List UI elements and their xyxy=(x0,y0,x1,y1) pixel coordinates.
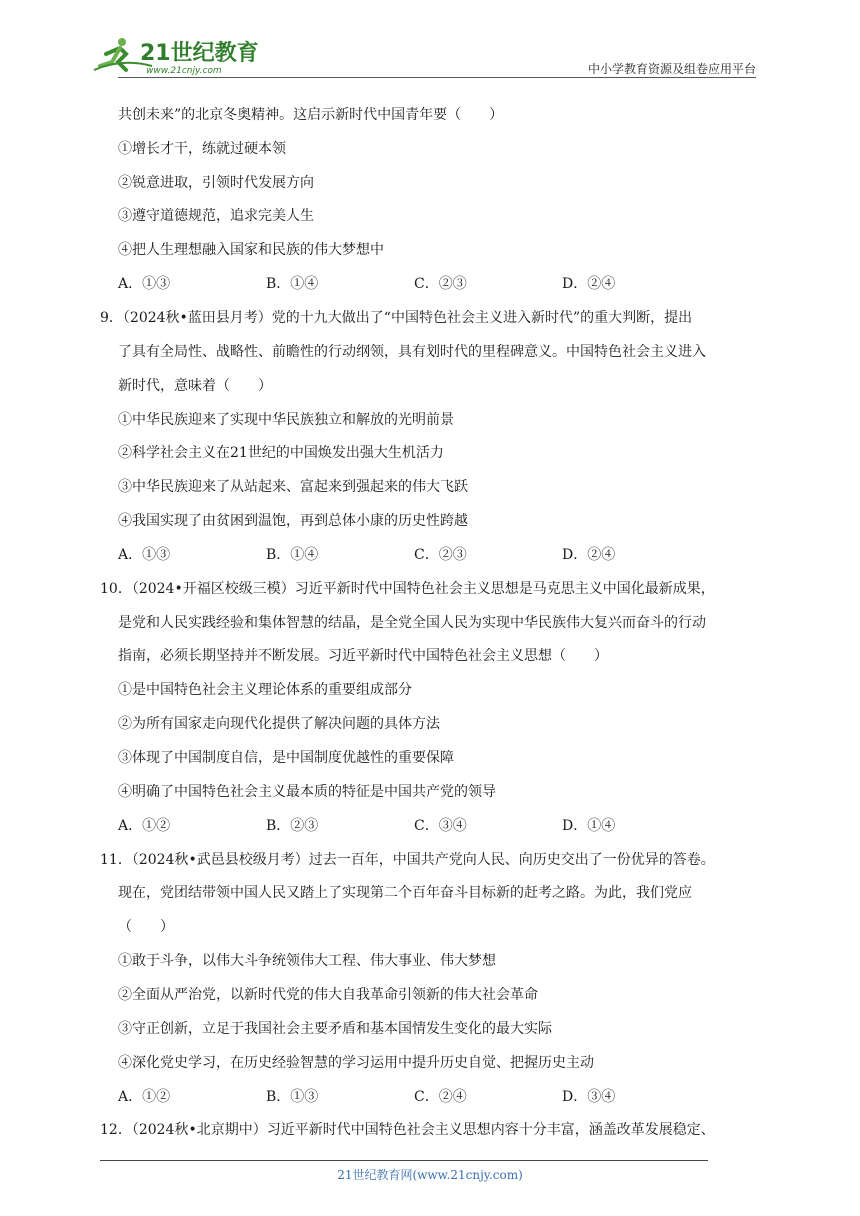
question-stem-line: （ ） xyxy=(118,919,174,935)
option-line: ②锐意进取，引领时代发展方向 xyxy=(118,175,314,191)
answer-choice-c: C．②③ xyxy=(414,547,467,563)
answer-choice-a: A．①③ xyxy=(118,276,171,292)
answer-choice-d: D．②④ xyxy=(562,276,616,292)
answer-choice-b: B．②③ xyxy=(266,818,319,834)
question-stem-line: 新时代，意味着（ ） xyxy=(118,378,272,394)
question-stem-line: 现在，党团结带领中国人民又踏上了实现第二个百年奋斗目标新的赶考之路。为此，我们党应 xyxy=(118,885,692,901)
option-line: ①是中国特色社会主义理论体系的重要组成部分 xyxy=(118,682,412,698)
footer-divider xyxy=(100,1160,708,1161)
answer-choice-a: A．①② xyxy=(118,818,171,834)
question-stem-line: 11．（2024秋•武邑县校级月考）过去一百年，中国共产党向人民、向历史交出了一份优异的答卷。 xyxy=(100,852,715,868)
option-line: ②科学社会主义在21世纪的中国焕发出强大生机活力 xyxy=(118,445,444,461)
answer-choice-b: B．①④ xyxy=(266,547,319,563)
page-footer[interactable]: 21世纪教育网(www.21cnjy.com) xyxy=(337,1168,523,1182)
option-line: ②全面从严治党，以新时代党的伟大自我革命引领新的伟大社会革命 xyxy=(118,987,538,1003)
option-line: ②为所有国家走向现代化提供了解决问题的具体方法 xyxy=(118,716,440,732)
option-line: ④深化党史学习，在历史经验智慧的学习运用中提升历史自觉、把握历史主动 xyxy=(118,1055,594,1071)
answer-choice-d: D．①④ xyxy=(562,818,616,834)
answer-choice-c: C．②③ xyxy=(414,276,467,292)
question-stem-line: 共创未来”的北京冬奥精神。这启示新时代中国青年要（ ） xyxy=(118,107,504,123)
option-line: ③体现了中国制度自信，是中国制度优越性的重要保障 xyxy=(118,750,454,766)
logo-text: 21世纪教育 xyxy=(140,41,259,66)
option-line: ④把人生理想融入国家和民族的伟大梦想中 xyxy=(118,242,384,258)
answer-choice-a: A．①③ xyxy=(118,547,171,563)
answer-choice-a: A．①② xyxy=(118,1089,171,1105)
option-line: ①中华民族迎来了实现中华民族独立和解放的光明前景 xyxy=(118,412,454,428)
answer-choice-b: B．①④ xyxy=(266,276,319,292)
platform-title: 中小学教育资源及组卷应用平台 xyxy=(587,62,756,76)
option-line: ③中华民族迎来了从站起来、富起来到强起来的伟大飞跃 xyxy=(118,479,468,495)
option-line: ③遵守道德规范，追求完美人生 xyxy=(118,208,314,224)
answer-choice-d: D．②④ xyxy=(562,547,616,563)
option-line: ④我国实现了由贫困到温饱，再到总体小康的历史性跨越 xyxy=(118,513,468,529)
page-header xyxy=(0,0,860,80)
question-stem-line: 12．（2024秋•北京期中）习近平新时代中国特色社会主义思想内容十分丰富，涵盖改革发展稳定、 xyxy=(100,1122,715,1138)
site-logo xyxy=(92,36,262,78)
header-divider xyxy=(118,77,756,78)
option-line: ③守正创新，立足于我国社会主要矛盾和基本国情发生变化的最大实际 xyxy=(118,1021,552,1037)
option-line: ④明确了中国特色社会主义最本质的特征是中国共产党的领导 xyxy=(118,784,496,800)
question-stem-line: 9．（2024秋•蓝田县月考）党的十九大做出了“中国特色社会主义进入新时代”的重大判断，提出 xyxy=(100,310,693,326)
answer-choice-b: B．①③ xyxy=(266,1089,319,1105)
question-stem-line: 是党和人民实践经验和集体智慧的结晶，是全党全国人民为实现中华民族伟大复兴而奋斗的行动 xyxy=(118,615,706,631)
question-stem-line: 指南，必须长期坚持并不断发展。习近平新时代中国特色社会主义思想（ ） xyxy=(118,648,608,664)
answer-choice-c: C．③④ xyxy=(414,818,467,834)
option-line: ①增长才干，练就过硬本领 xyxy=(118,141,286,157)
logo-url: www.21cnjy.com xyxy=(146,66,222,76)
question-stem-line: 10．（2024•开福区校级三模）习近平新时代中国特色社会主义思想是马克思主义中国化最新成果， xyxy=(100,581,715,597)
answer-choice-c: C．②④ xyxy=(414,1089,467,1105)
option-line: ①敢于斗争，以伟大斗争统领伟大工程、伟大事业、伟大梦想 xyxy=(118,953,496,969)
question-stem-line: 了具有全局性、战略性、前瞻性的行动纲领，具有划时代的里程碑意义。中国特色社会主义进入 xyxy=(118,344,706,360)
answer-choice-d: D．③④ xyxy=(562,1089,616,1105)
